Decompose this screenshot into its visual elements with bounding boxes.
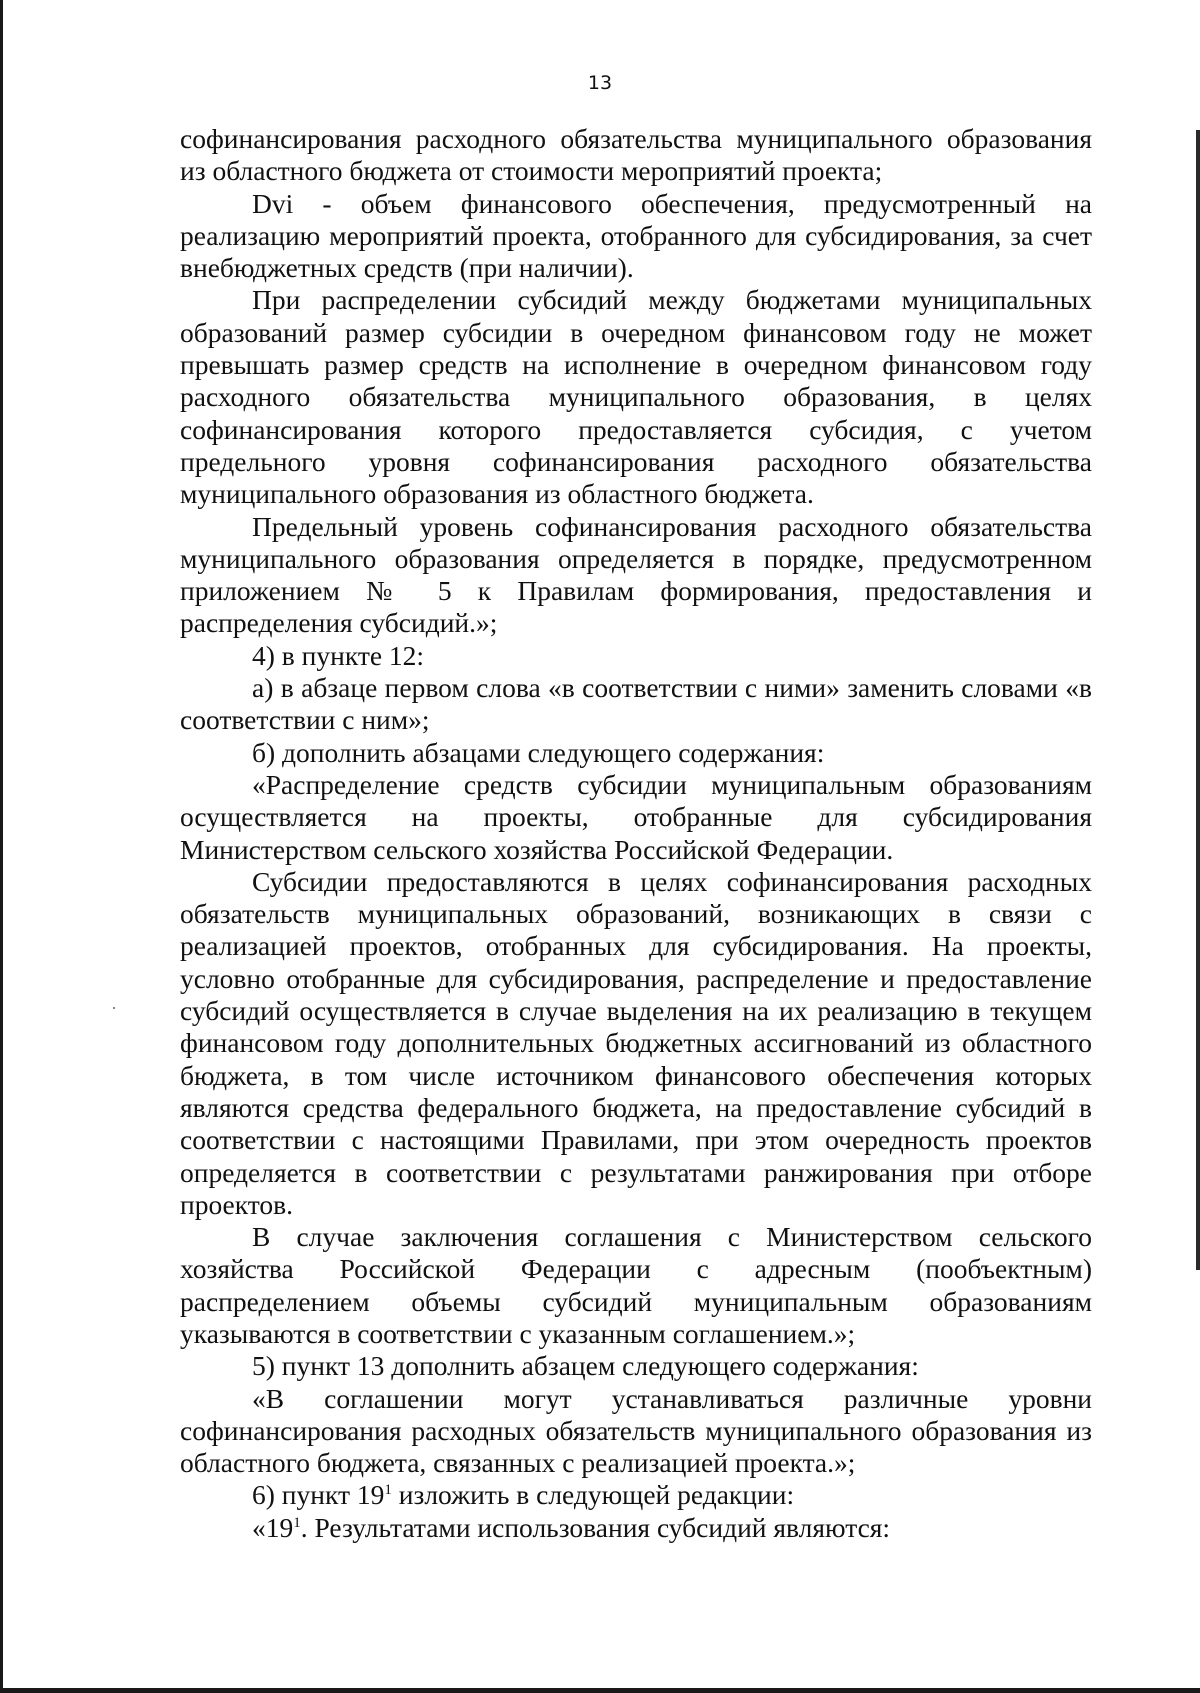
- item-19-text: «19: [252, 1511, 294, 1543]
- item-19-superscript: 1: [293, 1514, 301, 1531]
- scan-speck: [113, 1007, 115, 1009]
- paragraph-item-5: 5) пункт 13 дополнить абзацем следующего содержания:: [252, 1350, 919, 1382]
- paragraph-cofinancing-limit: Предельный уровень софинансирования расходного обязательства муниципального образования определяется в порядке, предусмотренном приложением № 5 к Правилам формирования, предоставления и распределения субсидий.»;: [180, 510, 1092, 639]
- paragraph-dvi-definition: Dvi - объем финансового обеспечения, предусмотренный на реализацию мероприятий проекта, отобранного для субсидирования, за счет внебюджетных средств (при наличии).: [180, 187, 1092, 284]
- item-6-superscript: 1: [384, 1482, 392, 1499]
- scan-border-left: [0, 0, 3, 1693]
- item-6-text: 6) пункт 19: [252, 1479, 385, 1511]
- paragraph-continuation: софинансирования расходного обязательства муниципального образования из областного бюджета от стоимости мероприятий проекта;: [180, 123, 1092, 187]
- paragraph-item-4: 4) в пункте 12:: [252, 639, 425, 671]
- paragraph-subsidy-distribution: При распределении субсидий между бюджетами муниципальных образований размер субсидии в очередном финансовом году не может превышать размер средств на исполнение в очередном финансовом году расходного обязательства муниципального образования, в целях софинансирования которого предоставляется субсидия, с учетом предельного уровня софинансирования расходного обязательства муниципального образования из областного бюджета.: [180, 284, 1092, 510]
- scan-border-bottom: [0, 1688, 1200, 1693]
- paragraph-subsidies-provided: Субсидии предоставляются в целях софинансирования расходных обязательств муниципальных образований, возникающих в связи с реализацией проектов, отобранных для субсидирования. На проекты, условно отобранные для субсидирования, распределение и предоставление субсидий осуществляется в случае выделения на их реализацию в текущем финансовом году дополнительных бюджетных ассигнований из областного бюджета, в том числе источником финансового обеспечения которых являются средства федерального бюджета, на предоставление субсидий в соответствии с настоящими Правилами, при этом очередность проектов определяется в соответствии с результатами ранжирования при отборе проектов.: [180, 865, 1092, 1220]
- paragraph-item-4b: б) дополнить абзацами следующего содержания:: [252, 736, 825, 768]
- document-body: [180, 123, 1092, 1544]
- paragraph-distribution-of-funds: «Распределение средств субсидии муниципальным образованиям осуществляется на проекты, отобранные для субсидирования Министерством сельского хозяйства Российской Федерации.: [180, 768, 1092, 865]
- paragraph-agreement-levels: «В соглашении могут устанавливаться различные уровни софинансирования расходных обязательств муниципального образования из областного бюджета, связанных с реализацией проекта.»;: [180, 1382, 1092, 1479]
- paragraph-agreement-case: В случае заключения соглашения с Министерством сельского хозяйства Российской Федерации с адресным (пообъектным) распределением объемы субсидий муниципальным образованиям указываются в соответствии с указанным соглашением.»;: [180, 1221, 1092, 1349]
- paragraph-item-6: [180, 1479, 1092, 1511]
- page-number: 13: [587, 72, 613, 94]
- scan-border-right: [1196, 130, 1200, 1270]
- item-19-text-end: . Результатами использования субсидий являются:: [300, 1511, 891, 1543]
- paragraph-item-4a: а) в абзаце первом слова «в соответствии с ними» заменить словами «в соответствии с ним»;: [180, 672, 1092, 736]
- paragraph-item-19-1: [180, 1512, 1092, 1544]
- item-6-text-end: изложить в следующей редакции:: [391, 1479, 795, 1511]
